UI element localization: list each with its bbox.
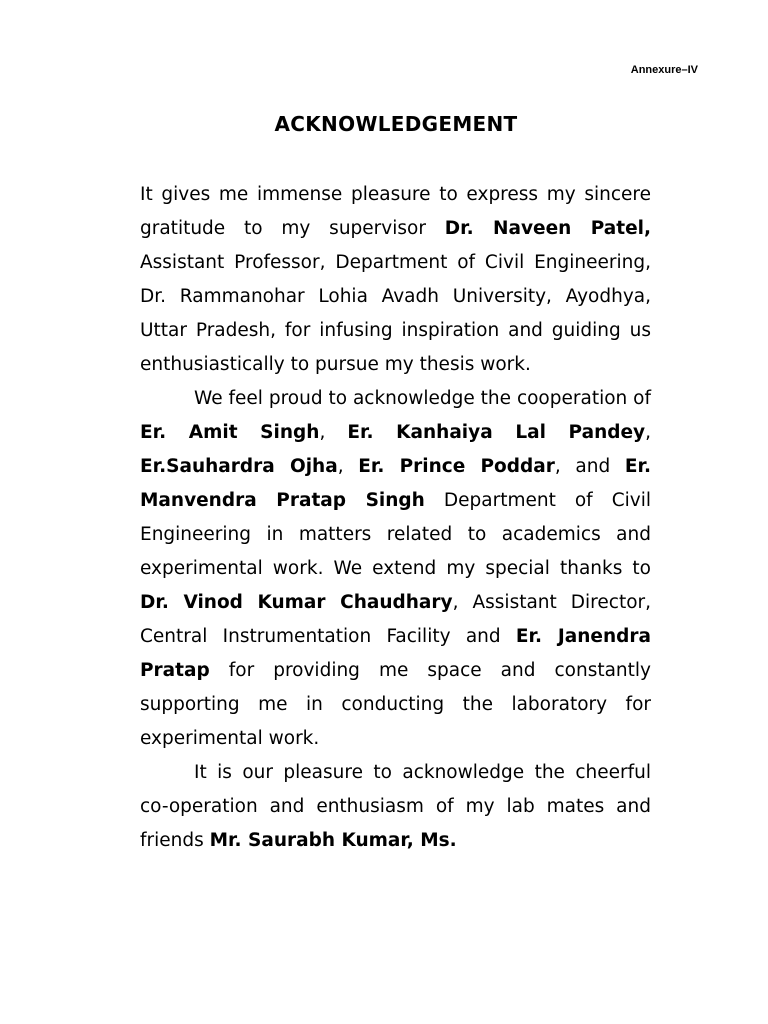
- name-vinod-kumar-chaudhary: Dr. Vinod Kumar Chaudhary: [140, 592, 453, 613]
- text-run: ,: [337, 456, 359, 477]
- name-manvendra-pratap-singh: Er. Manvendra Pratap Singh: [140, 456, 651, 511]
- name-amit-singh: Er. Amit Singh: [140, 422, 320, 443]
- text-run: for providing me space and constantly supporting me in conducting the laboratory for experimental work.: [140, 660, 651, 749]
- name-prince-poddar: Er. Prince Poddar: [358, 456, 555, 477]
- text-run: , Assistant Director, Central Instrumentation Facility and: [140, 592, 651, 647]
- annexure-label: Annexure–IV: [630, 64, 698, 76]
- paragraph-1: [140, 178, 651, 382]
- name-saurabh-kumar: Mr. Saurabh Kumar, Ms.: [209, 830, 457, 851]
- text-run: , and: [554, 456, 625, 477]
- name-sauhardra-ojha: Er.Sauhardra Ojha: [140, 456, 338, 477]
- paragraph-3: [140, 756, 651, 858]
- name-naveen-patel: Dr. Naveen Patel,: [444, 218, 651, 239]
- page-title: ACKNOWLEDGEMENT: [274, 112, 518, 136]
- text-run: Department of Civil Engineering in matters related to academics and experimental work. We extend my special thanks to: [140, 490, 651, 579]
- text-run: Assistant Professor, Department of Civil Engineering, Dr. Rammanohar Lohia Avadh University, Ayodhya, Uttar Pradesh, for infusing inspiration and guiding us enthusiastically to pursue my thesis work.: [140, 252, 651, 375]
- name-kanhaiya-lal-pandey: Er. Kanhaiya Lal Pandey: [347, 422, 646, 443]
- paragraph-2: [140, 382, 651, 756]
- text-run: It is our pleasure to acknowledge the cheerful co-operation and enthusiasm of my lab mates and friends: [140, 762, 651, 851]
- text-run: It gives me immense pleasure to express my sincere gratitude to my supervisor: [140, 184, 651, 239]
- text-run: ,: [645, 422, 652, 443]
- text-run: ,: [319, 422, 348, 443]
- acknowledgement-body: [140, 178, 651, 858]
- text-run: We feel proud to acknowledge the cooperation of: [194, 388, 651, 409]
- name-janendra-pratap: Er. Janendra Pratap: [140, 626, 651, 681]
